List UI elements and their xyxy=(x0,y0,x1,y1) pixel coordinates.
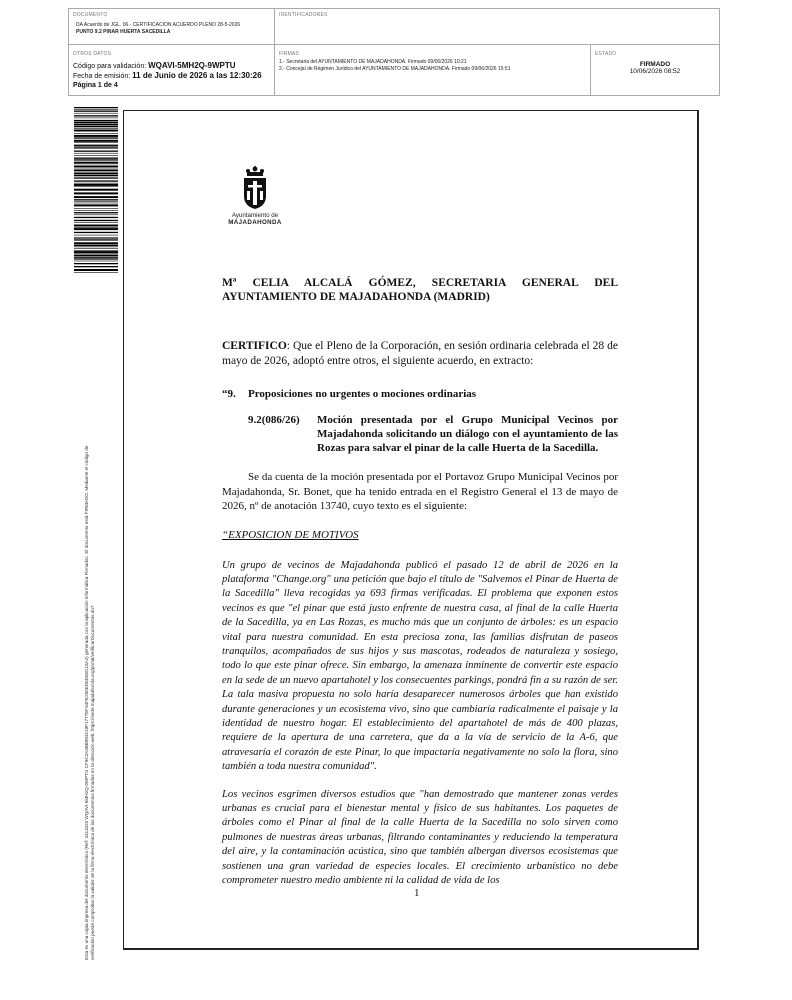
coat-of-arms-icon xyxy=(240,166,270,210)
certifico-text: : Que el Pleno de la Corporación, en sesión ordinaria celebrada el 28 de mayo de 2026, adoptó entre otros, el siguiente acuerdo, en extracto: xyxy=(222,340,618,367)
document-body xyxy=(222,276,618,888)
section-number: “9. xyxy=(222,388,236,400)
signatures-cell xyxy=(275,45,591,95)
logo-line-1: Ayuntamiento de xyxy=(231,212,279,219)
signature-2: 2.- Concejal de Régimen Jurídico del AYUNTAMIENTO DE MAJADAHONDA. Firmado 09/06/2026 15:51 xyxy=(279,66,511,72)
verification-side-text xyxy=(84,300,96,960)
exposicion-title: “EXPOSICION DE MOTIVOS xyxy=(222,528,359,541)
document-metadata-header xyxy=(68,8,720,96)
side-text-line-1: Esta es una copia impresa del documento electrónico (Ref: 4411823 WQAVI-5MH2Q-9WPTU CF9C2A4BB993219F1777EF44FE250ED6D55C15A2) generada con la aplicación informática Firmadoc. El documento está FIRMADO. Mediante el código de xyxy=(84,445,89,960)
emission-date-line xyxy=(73,71,270,81)
state-date: 10/06/2026 08:52 xyxy=(629,68,681,75)
page-number: 1 xyxy=(414,887,420,899)
motivos-paragraph-2: Los vecinos esgrimen diversos estudios que "han demostrado que mantener zonas verdes urbanas es crucial para el bienestar mental y físico de sus habitantes. Los paquetes de árboles como el Pinar al final de la calle Huerta de la Sacedilla no solo sirven como pulmones de nuestras áreas urbanas, filtrando contaminantes y reduciendo la temperatura del aire, y la contaminación acústica, sino que también albergan diversos ecosistemas que sostienen una gran variedad de especies locales. El crecimiento urbanístico no debe comprometer nuestro medio ambiente ni la calidad de vida de los xyxy=(222,788,618,887)
emission-prefix: Fecha de emisión: xyxy=(73,73,131,80)
identifiers-cell xyxy=(275,9,719,45)
motivos-paragraph-1: Un grupo de vecinos de Majadahonda publicó el pasado 12 de abril de 2026 en la plataforma "Change.org" una petición que bajo el título de "Salvemos el Pinar de Huerta de la Sacedilla" lleva recogidas ya 693 firmas verificadas. El problema que exponen estos vecinos es que "el pinar que está justo enfrente de nuestra casa, al final de la calle Huerta de la Sacedilla, ya en Las Rozas, es mucho más que un conjunto de árboles: es un espacio vital para nuestra comunidad. En esta preciosa zona, las familias disfrutan de paseos tranquilos, acompañados de sus hijos y sus mascotas, rodeados de naturaleza y sosiego, todo lo que este pinar ofrece. Sin embargo, la amenaza inminente de convertir este espacio en la sede de un nuevo apartahotel y los consecuentes parkings, pondrá fin a su razón de ser. La tala masiva propuesta no solo haría desaparecer numerosos árboles que han existido durante generaciones y un ecosistema vivo, sino que cambiaría radicalmente el paisaje y la identidad de nuestro hogar. El establecimiento del apartahotel de más de 400 plazas, requiere de la apertura de una carretera, que da a la vía de servicio de la A-6, que atravesaría el corazón de este Pinar, lo que impactaría negativamente no solo la flora, sino también a toda nuestra comunidad". xyxy=(222,559,618,773)
motion-title: Moción presentada por el Grupo Municipal Vecinos por Majadahonda solicitando un diálogo con el ayuntamiento de las Rozas para salvar el pinar de la calle Huerta de la Sacedilla. xyxy=(317,414,618,454)
logo-line-2: MAJADAHONDA xyxy=(228,219,282,226)
state-value: FIRMADO xyxy=(639,61,671,68)
document-label: DOCUMENTO xyxy=(73,12,108,18)
section-title: Proposiciones no urgentes o mociones ordinarias xyxy=(248,388,477,400)
side-text-line-2: verificación puede comprobar la validez de la firma electrónica de los documentos firmados en la dirección web: https://sede.majadahonda.org/portal/verificarDocumentos.do? xyxy=(90,605,95,960)
emission-date: 11 de Junio de 2026 a las 12:30:26 xyxy=(132,71,262,80)
signatures-label: FIRMAS xyxy=(279,51,300,57)
motion-number: 9.2(086/26) xyxy=(248,414,300,426)
validation-prefix: Código para validación: xyxy=(73,63,147,70)
state-cell xyxy=(591,45,719,95)
barcode-image xyxy=(74,107,118,273)
document-line-1: DA Acuerdo de JGL. 06.- CERTIFICACION ACUERDO PLENO 28-5-2026 xyxy=(76,22,241,28)
document-cell xyxy=(69,9,275,45)
certifico-bold: CERTIFICO xyxy=(222,340,287,352)
ayuntamiento-logo xyxy=(210,166,300,238)
section-heading xyxy=(222,387,618,401)
document-line-2: PUNTO 9.2 PINAR HUERTA SACEDILLA xyxy=(76,29,171,35)
signature-1: 1.- Secretaria del AYUNTAMIENTO DE MAJADAHONDA. Firmado 09/06/2026 10:21 xyxy=(279,59,467,65)
validation-code-line xyxy=(73,61,270,71)
state-label: ESTADO xyxy=(595,51,617,57)
motion-heading xyxy=(222,413,618,455)
validation-code: WQAVI-5MH2Q-9WPTU xyxy=(148,61,236,70)
other-data-label: OTROS DATOS xyxy=(73,51,112,57)
da-cuenta-paragraph: Se da cuenta de la moción presentada por el Portavoz Grupo Municipal Vecinos por Majadahonda, Sr. Bonet, que ha tenido entrada en el Registro General el 13 de mayo de 2026, nº de anotación 13740, cuyo texto es el siguiente: xyxy=(222,471,618,512)
identifiers-label: IDENTIFICADORES xyxy=(279,12,328,18)
certifico-paragraph xyxy=(222,339,618,369)
other-data-cell xyxy=(69,45,275,95)
page-info: Página 1 de 4 xyxy=(73,82,118,89)
document-title: Mª CELIA ALCALÁ GÓMEZ, SECRETARIA GENERAL DEL AYUNTAMIENTO DE MAJADAHONDA (MADRID) xyxy=(222,277,618,303)
